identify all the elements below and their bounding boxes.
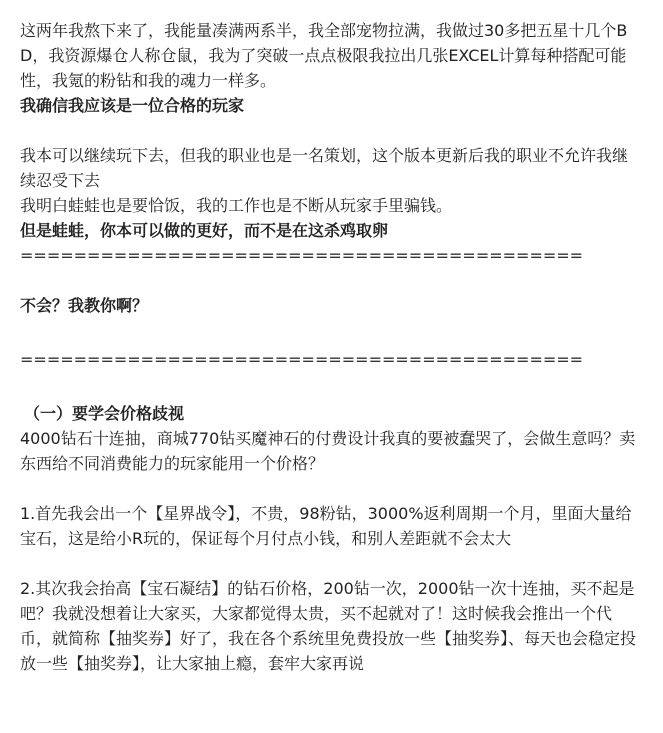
paragraph-career: 我本可以继续玩下去，但我的职业也是一名策划，这个版本更新后我的职业不允许我继续忍受下去 bbox=[20, 146, 629, 190]
paragraph-understand: 我明白蛙蛙也是要恰饭，我的工作也是不断从玩家手里骗钱。 bbox=[20, 196, 453, 215]
paragraph-intro: 这两年我熬下来了，我能量凑满两系半，我全部宠物拉满，我做过30多把五星十几个BD，我资源爆仓人称仓鼠，我为了突破一点点极限我拉出几张EXCEL计算每种搭配可能性，我氪的粉钻和我的魂力一样多。 bbox=[20, 21, 628, 90]
section-heading-price-discrimination: （一）要学会价格歧视 bbox=[24, 404, 185, 423]
blank-line bbox=[20, 318, 643, 347]
blank-line bbox=[20, 118, 643, 143]
paragraph-could-do-better: 但是蛙蛙，你本可以做的更好，而不是在这杀鸡取卵 bbox=[20, 221, 389, 240]
divider-line: ========================================== bbox=[20, 246, 584, 265]
blank-line bbox=[20, 268, 643, 293]
blank-line bbox=[20, 476, 643, 501]
paragraph-qualified-player: 我确信我应该是一位合格的玩家 bbox=[20, 96, 245, 115]
paragraph-point-one: 1.首先我会出一个【星界战令】，不贵，98粉钻，3000%返利周期一个月，里面大量给宝石，这是给小R玩的，保证每个月付点小钱，和别人差距就不会太大 bbox=[20, 504, 632, 548]
paragraph-point-two: 2.其次我会抬高【宝石凝结】的钻石价格，200钻一次，2000钻一次十连抽，买不起是吧？我就没想着让大家买，大家都觉得太贵，买不起就对了！这时候我会推出一个代币，就简称【抽奖券】好了，我在各个系统里免费投放一些【抽奖券】、每天也会稳定投放一些【抽奖券】，让大家抽上瘾，套牢大家再说 bbox=[20, 579, 637, 673]
blank-line bbox=[20, 551, 643, 576]
divider-line: ========================================== bbox=[20, 350, 584, 369]
paragraph-teach-you: 不会？我教你啊？ bbox=[20, 296, 149, 315]
blank-line bbox=[20, 372, 643, 401]
paragraph-pricing-critique: 4000钻石十连抽，商城770钻买魔神石的付费设计我真的要被蠢哭了，会做生意吗？卖东西给不同消费能力的玩家能用一个价格？ bbox=[20, 429, 636, 473]
